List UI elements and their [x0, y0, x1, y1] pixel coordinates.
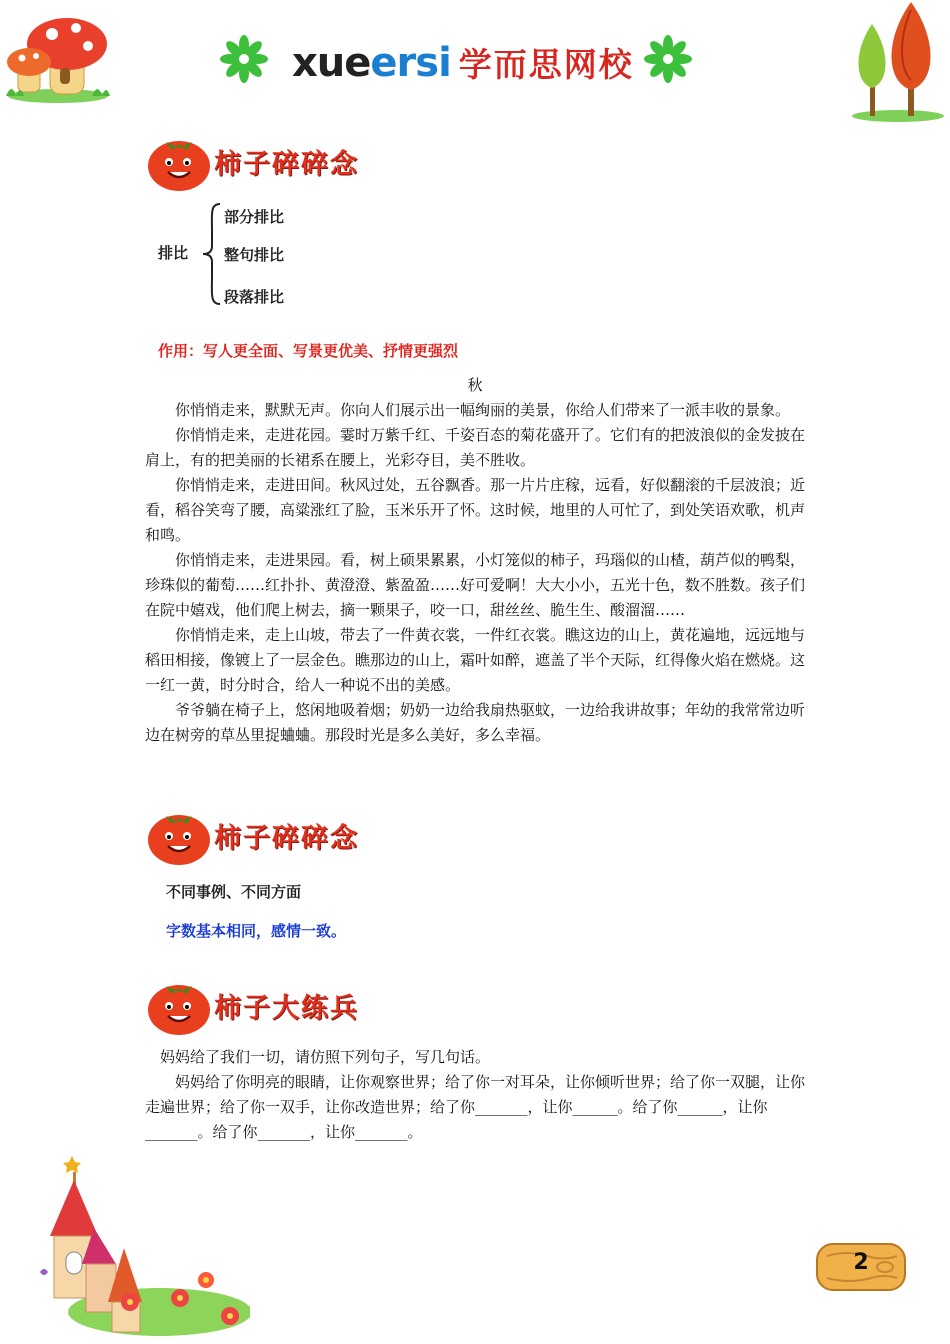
brand-logo: [292, 38, 634, 88]
diagram-branch-3: 段落排比: [224, 288, 285, 306]
section-header-2: [146, 802, 386, 872]
autumn-trees-icon: [848, 0, 946, 124]
logo-latin-a: xue: [292, 40, 371, 86]
essay-paragraph: 爷爷躺在椅子上，悠闲地吸着烟；奶奶一边给我扇热驱蚊，一边给我讲故事；年幼的我常常边听边在树旁的草丛里捉蛐蛐。那段时光是多么美好，多么幸福。: [145, 701, 806, 744]
section-title-3: 柿子大练兵: [214, 993, 359, 1024]
essay-paragraph: 你悄悄走来，走进田间。秋风过处，五谷飘香。那一片片庄稼，远看，好似翻滚的千层波浪；近看，稻谷笑弯了腰，高粱涨红了脸，玉米乐开了怀。这时候，地里的人可忙了，到处笑语欢歌，机声和鸣。: [145, 476, 806, 544]
tomato-mascot-icon: [146, 128, 212, 194]
section2-line1: 不同事例、不同方面: [166, 883, 302, 901]
essay-body: [145, 398, 813, 748]
diagram-root-label: 排比: [158, 244, 189, 262]
diagram-branch-2: 整句排比: [224, 246, 285, 264]
logo-chinese: 学而思网校: [458, 45, 634, 84]
essay-title: 秋: [467, 376, 483, 394]
logo-latin-b: ersi: [370, 40, 451, 86]
practice-block: [145, 1045, 817, 1145]
page-number: 2: [853, 1250, 869, 1275]
practice-question: 妈妈给了我们一切，请仿照下列句子，写几句话。: [160, 1048, 491, 1066]
brace-icon: [200, 202, 222, 306]
page-number-badge: [815, 1240, 907, 1294]
essay-paragraph: 你悄悄走来，走上山坡，带去了一件黄衣裳，一件红衣裳。瞧这边的山上，黄花遍地，远远地与稻田相接，像镀上了一层金色。瞧那边的山上，霜叶如醉，遮盖了半个天际，红得像火焰在燃烧。这一红一黄，时分时合，给人一种说不出的美感。: [145, 626, 806, 694]
tomato-mascot-icon: [146, 802, 212, 868]
diagram-branch-1: 部分排比: [224, 208, 285, 226]
mushroom-house-icon: [4, 4, 112, 104]
essay-paragraph: 你悄悄走来，走进果园。看，树上硕果累累，小灯笼似的柿子，玛瑙似的山楂，葫芦似的鸭梨，珍珠似的葡萄……红扑扑、黄澄澄、紫盈盈……好可爱啊！大大小小，五光十色，数不胜数。孩子们在院中嬉戏，他们爬上树去，摘一颗果子，咬一口，甜丝丝、脆生生、酸溜溜……: [145, 551, 806, 619]
green-flower-icon-left: [218, 33, 270, 85]
section-header-1: [146, 128, 386, 198]
castle-garden-icon: [30, 1152, 250, 1338]
green-flower-icon-right: [642, 33, 694, 85]
essay-paragraph: 你悄悄走来，默默无声。你向人们展示出一幅绚丽的美景，你给人们带来了一派丰收的景象。: [175, 401, 791, 419]
section-header-3: [146, 972, 386, 1042]
tomato-mascot-icon: [146, 972, 212, 1038]
section-title-2: 柿子碎碎念: [214, 823, 359, 854]
practice-example: 妈妈给了你明亮的眼睛，让你观察世界；给了你一对耳朵，让你倾听世界；给了你一双腿，让你走遍世界；给了你一双手，让你改造世界；给了你_______，让你______。给了你______，让你_______。给了你_______，让你_______。: [145, 1073, 806, 1141]
section-title-1: 柿子碎碎念: [214, 149, 359, 180]
section2-line2: 字数基本相同，感情一致。: [166, 922, 347, 940]
essay-paragraph: 你悄悄走来，走进花园。霎时万紫千红、千姿百态的菊花盛开了。它们有的把波浪似的金发披在肩上，有的把美丽的长裙系在腰上，光彩夺目，美不胜收。: [145, 426, 806, 469]
function-note: 作用：写人更全面、写景更优美、抒情更强烈: [158, 342, 459, 360]
